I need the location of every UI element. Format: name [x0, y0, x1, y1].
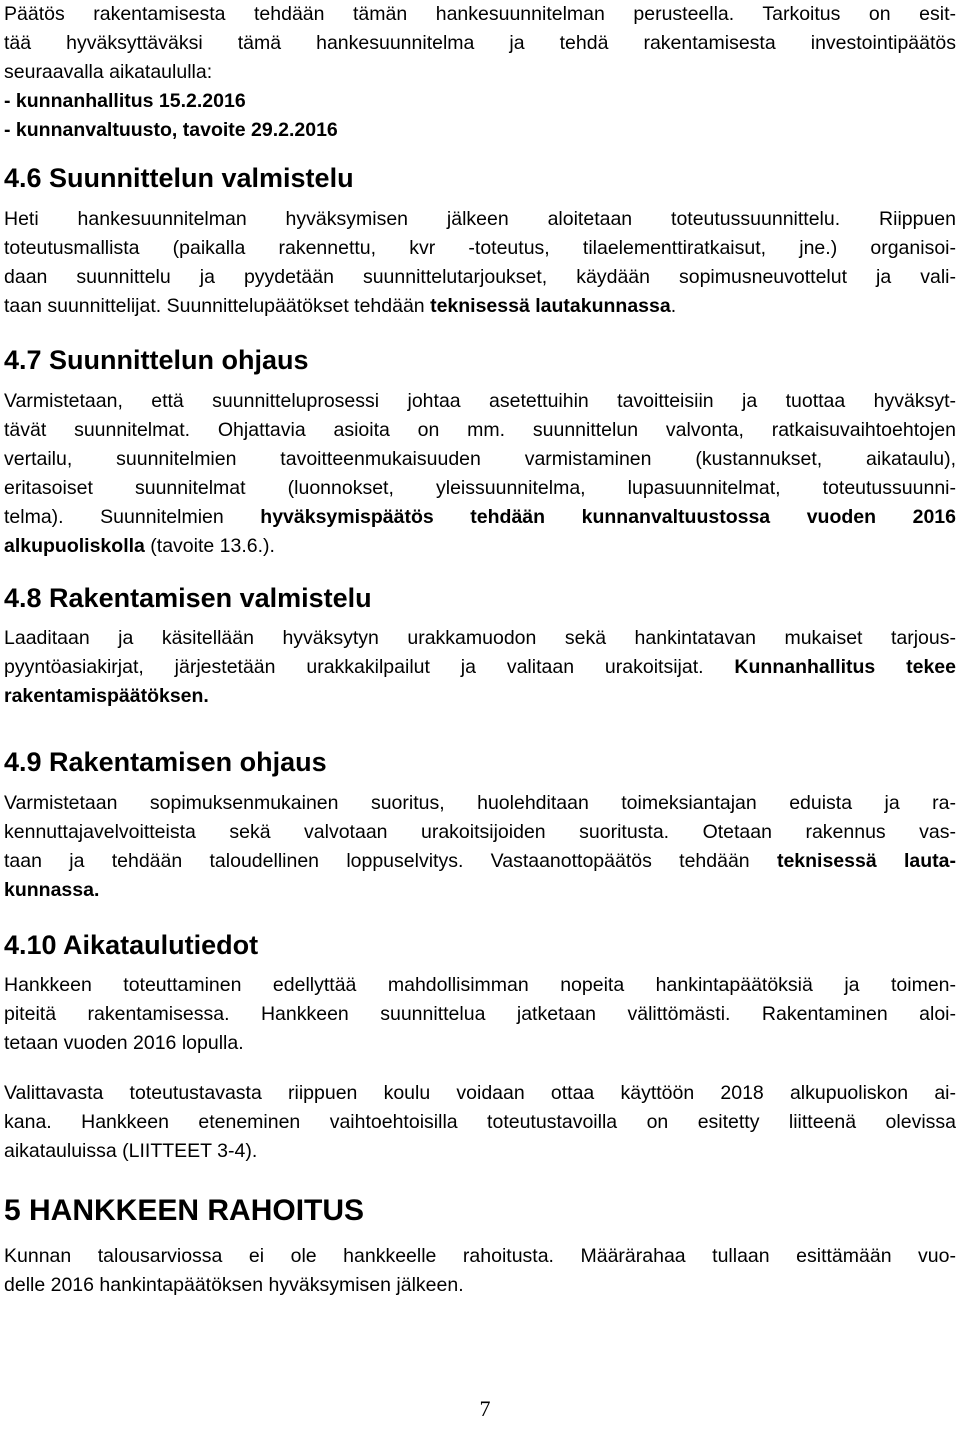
section-heading: 4.10 Aikataulutiedot: [4, 930, 259, 960]
text-line: toteutusmallista (paikalla rakennettu, kvr -toteutus, tilaelementtiratkaisut, jne.) organisoi-: [4, 237, 956, 259]
bold-text: kunnassa.: [4, 879, 100, 901]
text-run: pyyntöasiakirjat, järjestetään urakkakilpailut ja valitaan urakoitsijat.: [4, 656, 735, 678]
text-line: [4, 876, 956, 905]
text-run: .: [670, 295, 677, 317]
section-5-body: [4, 1242, 956, 1300]
text-line: [4, 503, 956, 532]
section-4-10-body-2: [4, 1079, 956, 1166]
text-line: kennuttajavelvoitteista sekä valvotaan urakoitsijoiden suoritusta. Otetaan rakennus vas-: [4, 821, 956, 843]
text-run: taan suunnittelijat. Suunnittelupäätökset tehdään: [4, 295, 431, 317]
text-line: Päätös rakentamisesta tehdään tämän hankesuunnitelman perusteella. Tarkoitus on esit-: [4, 3, 956, 25]
text-line: tävät suunnitelmat. Ohjattavia asioita on mm. suunnittelun valvonta, ratkaisuvaihtoehtojen: [4, 419, 956, 441]
schedule-item: - kunnanvaltuusto, tavoite 29.2.2016: [4, 119, 338, 141]
text-line: Kunnan talousarviossa ei ole hankkeelle rahoitusta. Määrärahaa tullaan esittämään vuo-: [4, 1245, 956, 1267]
intro-paragraph: [4, 0, 956, 87]
schedule-list: [4, 87, 956, 145]
text-line: delle 2016 hankintapäätöksen hyväksymisen jälkeen.: [4, 1274, 464, 1296]
chapter-heading: 5 HANKKEEN RAHOITUS: [4, 1194, 365, 1227]
section-4-9-body: [4, 789, 956, 905]
text-run: taan ja tehdään taloudellinen loppuselvitys. Vastaanottopäätös tehdään: [4, 850, 777, 872]
bold-text: teknisessä lautakunnassa: [430, 295, 671, 317]
section-4-10-body-1: [4, 971, 956, 1058]
text-run: (tavoite 13.6.).: [144, 535, 275, 557]
intro-section: [4, 0, 956, 145]
text-line: vertailu, suunnitelmien tavoitteenmukaisuuden varmistaminen (kustannukset, aikataulu),: [4, 448, 956, 470]
paragraph: [4, 1242, 956, 1300]
bold-text: teknisessä lauta-: [776, 850, 956, 872]
text-line: [4, 532, 956, 561]
paragraph: [4, 624, 956, 711]
text-line: [4, 847, 956, 876]
bold-text: Kunnanhallitus tekee: [734, 656, 956, 678]
paragraph: [4, 387, 956, 561]
text-line: Varmistetaan, että suunnitteluprosessi johtaa asetettuihin tavoitteisiin ja tuottaa hyväksyt-: [4, 390, 956, 412]
section-heading: 4.6 Suunnittelun valmistelu: [4, 163, 354, 193]
section-4-6: [4, 162, 956, 194]
text-line: aikatauluissa (LIITTEET 3-4).: [4, 1140, 258, 1162]
section-4-7-body: [4, 387, 956, 561]
text-line: eritasoiset suunnitelmat (luonnokset, yleissuunnitelma, lupasuunnitelmat, toteutussuunni-: [4, 477, 956, 499]
text-line: Varmistetaan sopimuksenmukainen suoritus, huolehditaan toimeksiantajan eduista ja ra-: [4, 792, 956, 814]
text-line: daan suunnittelu ja pyydetään suunnittelutarjoukset, käydään sopimusneuvottelut ja vali-: [4, 266, 956, 288]
text-line: Laaditaan ja käsitellään hyväksytyn urakkamuodon sekä hankintatavan mukaiset tarjous-: [4, 627, 956, 649]
text-line: tää hyväksyttäväksi tämä hankesuunnitelma ja tehdä rakentamisesta investointipäätös: [4, 32, 956, 54]
text-line: Heti hankesuunnitelman hyväksymisen jälkeen aloitetaan toteutussuunnittelu. Riippuen: [4, 208, 956, 230]
section-4-6-body: [4, 205, 956, 321]
text-line: Valittavasta toteutustavasta riippuen koulu voidaan ottaa käyttöön 2018 alkupuoliskon ai-: [4, 1082, 956, 1104]
section-4-8-body: [4, 624, 956, 711]
text-line: piteitä rakentamisessa. Hankkeen suunnittelua jatketaan välittömästi. Rakentaminen aloi-: [4, 1003, 956, 1025]
bold-text: alkupuoliskolla: [4, 535, 145, 557]
paragraph: [4, 205, 956, 321]
text-line: kana. Hankkeen eteneminen vaihtoehtoisilla toteutustavoilla on esitetty liitteenä olevissa: [4, 1111, 956, 1133]
section-heading: 4.8 Rakentamisen valmistelu: [4, 583, 372, 613]
section-4-7: [4, 344, 956, 376]
text-line: [4, 682, 956, 711]
text-line: Hankkeen toteuttaminen edellyttää mahdollisimman nopeita hankintapäätöksiä ja toimen-: [4, 974, 956, 996]
text-line: [4, 292, 956, 321]
page-number: 7: [479, 1396, 491, 1421]
text-line: tetaan vuoden 2016 lopulla.: [4, 1032, 244, 1054]
text-line: [4, 653, 956, 682]
paragraph: [4, 789, 956, 905]
paragraph: [4, 1079, 956, 1166]
paragraph: [4, 971, 956, 1058]
section-4-9: [4, 746, 956, 778]
text-line: seuraavalla aikataululla:: [4, 61, 213, 83]
text-run: telma). Suunnitelmien: [4, 506, 261, 528]
schedule-item: - kunnanhallitus 15.2.2016: [4, 90, 246, 112]
section-4-10: [4, 929, 956, 961]
section-4-8: [4, 582, 956, 614]
section-heading: 4.9 Rakentamisen ohjaus: [4, 747, 327, 777]
bold-text: hyväksymispäätös tehdään kunnanvaltuustossa vuoden 2016: [260, 506, 956, 528]
bold-text: rakentamispäätöksen.: [4, 685, 209, 707]
section-heading: 4.7 Suunnittelun ohjaus: [4, 345, 309, 375]
section-5: [4, 1193, 956, 1229]
